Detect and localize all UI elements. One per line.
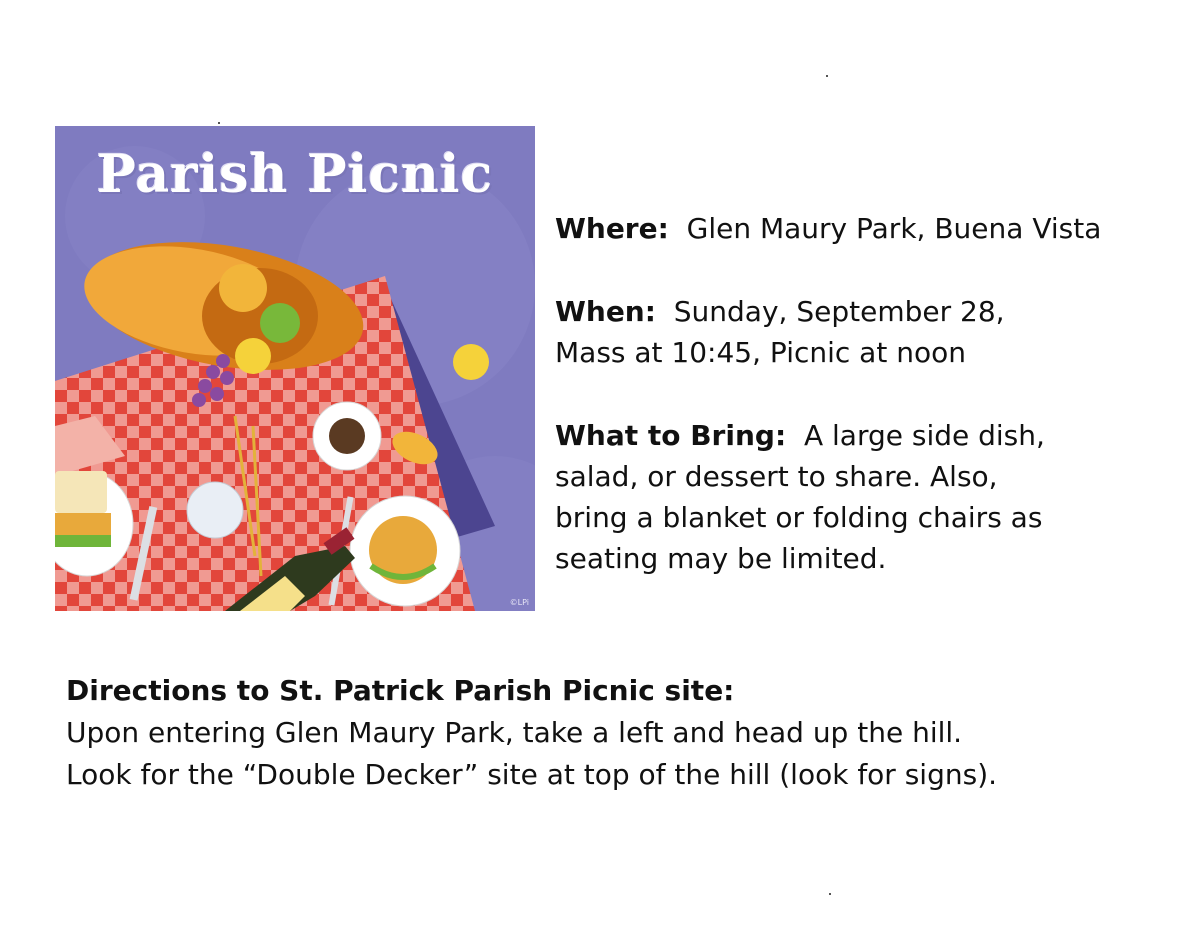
parish-picnic-illustration [55,126,535,611]
bring-block [555,415,1175,579]
scan-speck [218,122,220,124]
coffee-cup-illustration [313,402,381,470]
scan-speck [829,893,831,895]
picnic-title: Parish Picnic [96,144,494,205]
event-details [555,208,1175,621]
directions-line-2: Look for the “Double Decker” site at top of the hill (look for signs). [66,758,998,791]
directions-heading: Directions to St. Patrick Parish Picnic site: [66,674,735,707]
when-value: Sunday, September 28, [673,295,1005,328]
scan-speck [826,75,828,77]
bring-label: What to Bring: [555,419,787,452]
bring-value-4: seating may be limited. [555,542,887,575]
bring-value-1: A large side dish, [803,419,1045,452]
directions-section [66,670,1166,796]
when-detail: Mass at 10:45, Picnic at noon [555,336,966,369]
where-line [555,208,1175,249]
where-label: Where: [555,212,669,245]
where-value: Glen Maury Park, Buena Vista [686,212,1102,245]
bring-value-2: salad, or dessert to share. Also, [555,460,998,493]
water-glass-illustration [187,482,243,538]
image-credit: ©LPi [509,598,529,607]
when-label: When: [555,295,656,328]
lemon-illustration [453,344,489,380]
directions-line-1: Upon entering Glen Maury Park, take a left and head up the hill. [66,716,963,749]
when-block [555,291,1175,373]
bring-value-3: bring a blanket or folding chairs as [555,501,1043,534]
burger-plate-illustration [350,496,460,606]
